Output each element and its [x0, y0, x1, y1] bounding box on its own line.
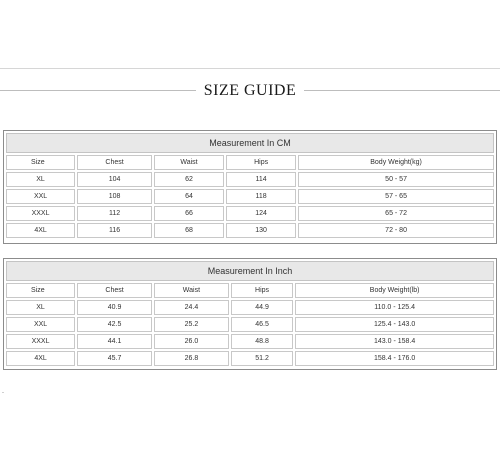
waist-cell: 26.0 — [154, 334, 229, 349]
body-weight-cell: 72 - 80 — [298, 223, 494, 238]
column-header-hips: Hips — [231, 283, 293, 298]
hips-cell: 130 — [226, 223, 296, 238]
table-row — [6, 206, 494, 221]
table-row — [6, 334, 494, 349]
column-header-hips: Hips — [226, 155, 296, 170]
inch-table-title: Measurement In Inch — [6, 261, 494, 281]
hips-cell: 46.5 — [231, 317, 293, 332]
hips-cell: 48.8 — [231, 334, 293, 349]
table-row — [6, 351, 494, 366]
inch-measurement-panel — [3, 258, 497, 370]
page-title: SIZE GUIDE — [203, 82, 297, 99]
column-header-body-weight: Body Weight(kg) — [298, 155, 494, 170]
column-header-chest: Chest — [77, 155, 152, 170]
hips-cell: 114 — [226, 172, 296, 187]
column-header-size: Size — [6, 155, 75, 170]
hips-cell: 51.2 — [231, 351, 293, 366]
waist-cell: 62 — [154, 172, 224, 187]
column-header-waist: Waist — [154, 155, 224, 170]
chest-cell: 116 — [77, 223, 152, 238]
column-header-chest: Chest — [77, 283, 152, 298]
waist-cell: 25.2 — [154, 317, 229, 332]
table-row — [6, 317, 494, 332]
header-right-rule — [304, 90, 500, 91]
size-cell: 4XL — [6, 351, 75, 366]
chest-cell: 44.1 — [77, 334, 152, 349]
body-weight-cell: 50 - 57 — [298, 172, 494, 187]
hips-cell: 118 — [226, 189, 296, 204]
chest-cell: 112 — [77, 206, 152, 221]
chest-cell: 40.9 — [77, 300, 152, 315]
waist-cell: 66 — [154, 206, 224, 221]
body-weight-cell: 143.0 - 158.4 — [295, 334, 494, 349]
chest-cell: 104 — [77, 172, 152, 187]
size-cell: XXL — [6, 189, 75, 204]
waist-cell: 26.8 — [154, 351, 229, 366]
cm-measurement-panel — [3, 130, 497, 244]
size-cell: XXXL — [6, 334, 75, 349]
waist-cell: 64 — [154, 189, 224, 204]
chest-cell: 108 — [77, 189, 152, 204]
waist-cell: 68 — [154, 223, 224, 238]
column-header-body-weight: Body Weight(lb) — [295, 283, 494, 298]
table-header-row — [6, 155, 494, 170]
body-weight-cell: 125.4 - 143.0 — [295, 317, 494, 332]
size-cell: XXL — [6, 317, 75, 332]
divider-mark — [2, 392, 4, 393]
cm-table-title: Measurement In CM — [6, 133, 494, 153]
body-weight-cell: 65 - 72 — [298, 206, 494, 221]
table-header-row — [6, 283, 494, 298]
column-header-waist: Waist — [154, 283, 229, 298]
hips-cell: 44.9 — [231, 300, 293, 315]
table-row — [6, 300, 494, 315]
column-header-size: Size — [6, 283, 75, 298]
inch-size-table — [4, 281, 496, 368]
size-cell: 4XL — [6, 223, 75, 238]
size-cell: XXXL — [6, 206, 75, 221]
size-cell: XL — [6, 172, 75, 187]
body-weight-cell: 158.4 - 176.0 — [295, 351, 494, 366]
body-weight-cell: 57 - 65 — [298, 189, 494, 204]
chest-cell: 45.7 — [77, 351, 152, 366]
top-divider — [0, 68, 500, 69]
table-row — [6, 223, 494, 238]
hips-cell: 124 — [226, 206, 296, 221]
chest-cell: 42.5 — [77, 317, 152, 332]
size-guide-header — [0, 80, 500, 102]
header-left-rule — [0, 90, 196, 91]
body-weight-cell: 110.0 - 125.4 — [295, 300, 494, 315]
table-row — [6, 172, 494, 187]
cm-size-table — [4, 153, 496, 240]
table-row — [6, 189, 494, 204]
waist-cell: 24.4 — [154, 300, 229, 315]
size-cell: XL — [6, 300, 75, 315]
